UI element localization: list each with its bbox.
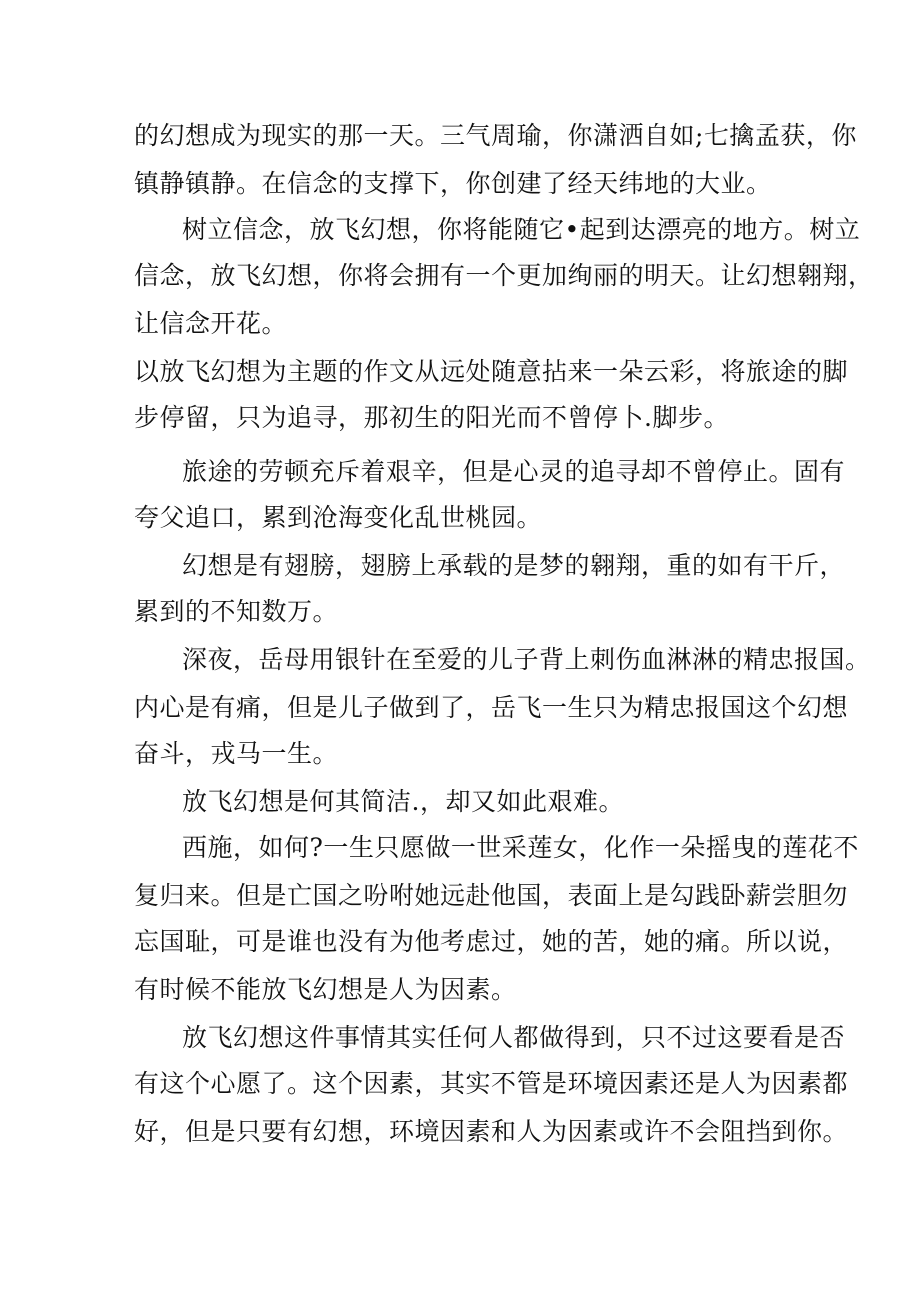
text-line: 以放飞幻想为主题的作文从远处随意拈来一朵云彩，将旅途的脚 [134, 357, 849, 386]
text-line: 奋斗，戎马一生。 [134, 739, 339, 768]
text-line: 放飞幻想这件事情其实任何人都做得到，只不过这要看是否 [182, 1023, 846, 1052]
text-line: 忘国耻，可是谁也没有为他考虑过，她的苦，她的痛。所以说， [134, 927, 849, 956]
text-line: 好，但是只要有幻想，环境因素和人为因素或许不会阻挡到你。 [134, 1117, 849, 1146]
text-line: 有时候不能放飞幻想是人为因素。 [134, 975, 517, 1004]
text-line: 深夜，岳母用银针在至爱的儿子背上刺伤血淋淋的精忠报国。 [182, 645, 871, 674]
text-line: 步停留，只为追寻，那初生的阳光而不曾停卜.脚步。 [134, 403, 729, 432]
text-line: 西施，如何?一生只愿做一世采莲女，化作一朵摇曳的莲花不 [182, 833, 859, 862]
text-line: 幻想是有翅膀，翅膀上承载的是梦的翱翔，重的如有干斤， [182, 551, 846, 580]
text-line: 树立信念，放飞幻想，你将能随它•起到达漂亮的地方。树立 [182, 215, 861, 244]
text-line: 累到的不知数万。 [134, 597, 339, 626]
text-line: 镇静镇静。在信念的支撑下，你创建了经天纬地的大业。 [134, 169, 772, 198]
text-line: 复归来。但是亡国之吩咐她远赴他国，表面上是勾践卧薪尝胆勿 [134, 881, 849, 910]
text-line: 信念，放飞幻想，你将会拥有一个更加绚丽的明天。让幻想翱翔， [134, 261, 874, 290]
text-line: 放飞幻想是何其简洁.，却又如此艰难。 [182, 787, 624, 816]
text-line: 有这个心愿了。这个因素，其实不管是环境因素还是人为因素都 [134, 1069, 849, 1098]
text-line: 内心是有痛，但是儿子做到了，岳飞一生只为精忠报国这个幻想 [134, 693, 849, 722]
text-line: 的幻想成为现实的那一天。三气周瑜，你潇洒自如;七擒孟获，你 [134, 121, 857, 150]
text-line: 让信念开花。 [134, 309, 288, 338]
text-line: 夸父追口，累到沧海变化乱世桃园。 [134, 503, 543, 532]
text-line: 旅途的劳顿充斥着艰辛，但是心灵的追寻却不曾停止。固有 [182, 457, 846, 486]
